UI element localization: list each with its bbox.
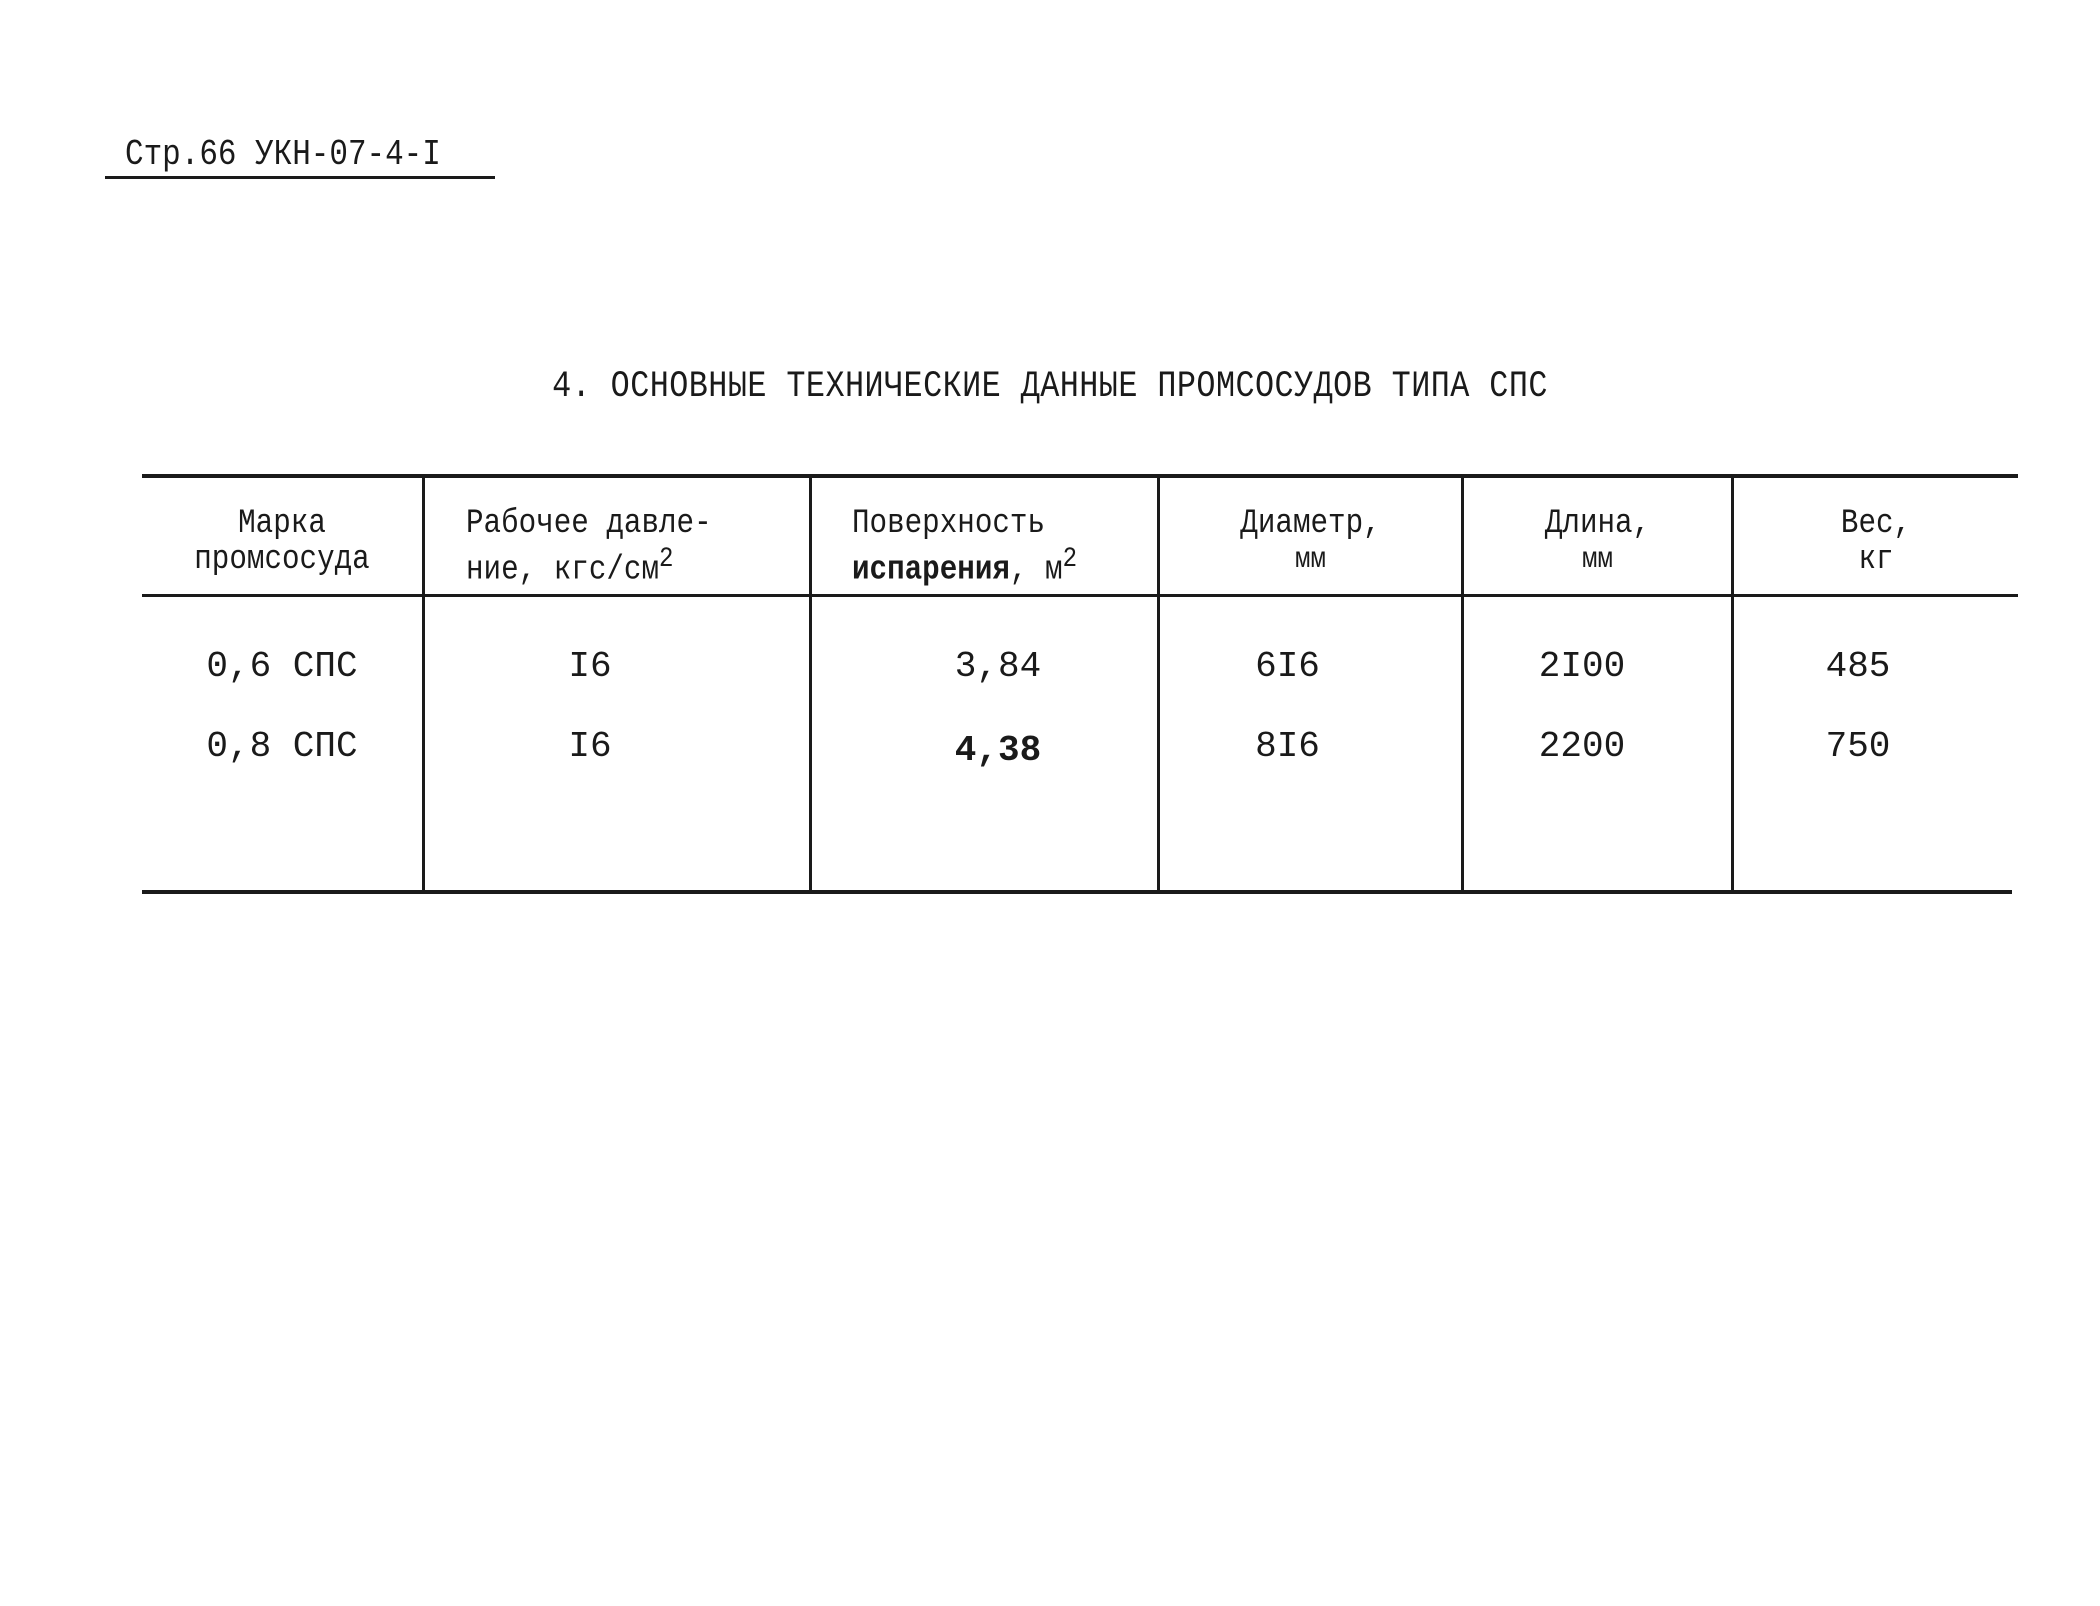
page-header [105,130,495,180]
header-surface-line1: Поверхность [852,505,1046,543]
header-pressure-line1: Рабочее давле- [466,505,712,543]
header-surface-bold: испарения [852,551,1010,590]
page-header-text: Стр.66 УКН-07-4-I [125,134,441,175]
cell-surface: 4,38 [954,730,1042,771]
cell-weight: 485 [1825,646,1891,687]
header-surface-unit: , м [1009,551,1063,590]
cell-diameter: 6I6 [1255,646,1320,687]
header-pressure [466,506,806,588]
header-surface-line2 [852,542,1114,588]
cell-pressure: I6 [568,726,612,767]
header-diameter-line2: мм [1295,543,1326,577]
header-weight-line1: Вес, [1840,505,1912,543]
cell-marka: 0,6 СПС [206,646,358,687]
cell-weight: 750 [1825,726,1891,767]
header-marka-line1: Марка [238,505,326,543]
header-length [1464,506,1731,578]
header-surface [852,506,1157,588]
header-pressure-unit: ние, кгс/см [466,551,660,590]
header-marka-line2: промсосуда [194,541,370,579]
header-marka [142,506,422,578]
table-title: 4. ОСНОВНЫЕ ТЕХНИЧЕСКИЕ ДАННЫЕ ПРОМСОСУДОВ ТИПА СПС [552,366,1548,408]
header-weight [1734,506,2018,578]
header-length-line1: Длина, [1544,505,1651,543]
cell-length: 2200 [1538,726,1626,767]
header-surface-sup: 2 [1062,544,1078,575]
header-diameter-line1: Диаметр, [1240,505,1381,543]
header-pressure-line2 [466,542,758,588]
cell-pressure: I6 [568,646,612,687]
header-diameter [1160,506,1461,578]
cell-length: 2I00 [1538,646,1626,687]
header-pressure-sup: 2 [659,544,674,575]
cell-surface: 3,84 [954,646,1042,687]
header-weight-line2: кг [1858,541,1894,579]
page-header-underline [105,176,495,179]
cell-marka: 0,8 СПС [206,726,358,767]
cell-diameter: 8I6 [1255,726,1320,767]
header-length-line2: мм [1582,543,1613,577]
